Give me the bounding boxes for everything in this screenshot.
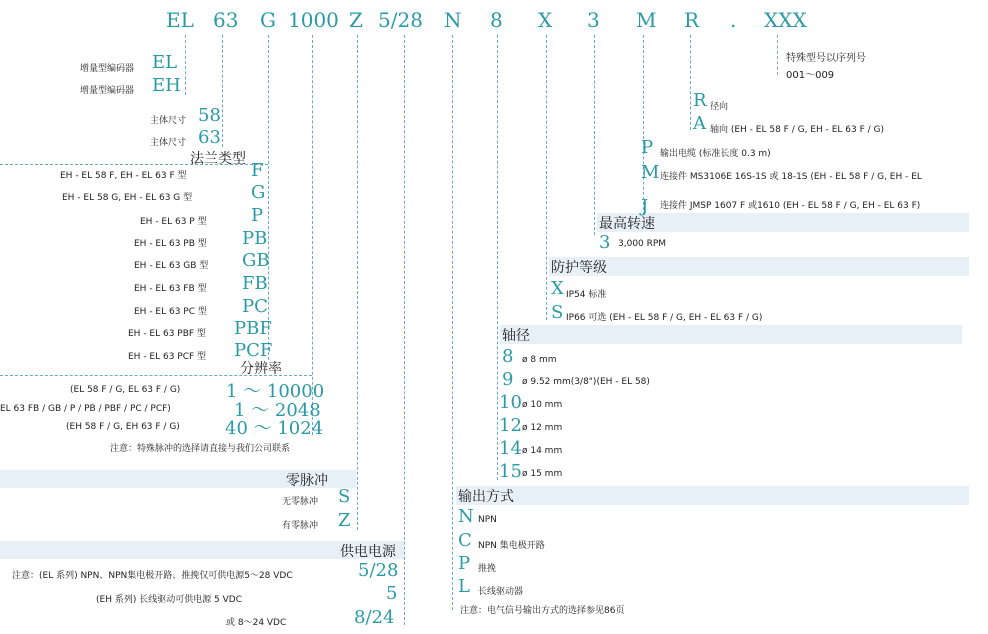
shaft-label-15: ø 15 mm	[522, 469, 563, 479]
resolution-label-2: EL 63 FB / GB / P / PB / PBF / PC / PCF)	[0, 404, 171, 414]
header-code-speed: 3	[587, 8, 600, 32]
resolution-code-1: 1 ～ 10000	[226, 381, 325, 402]
zero-code-z: Z	[338, 510, 351, 531]
size-label-58: 主体尺寸	[150, 116, 187, 126]
zero-title: 零脉冲	[286, 473, 328, 489]
shaft-label-8: ø 8 mm	[522, 355, 557, 365]
direction-code-r: R	[693, 90, 707, 111]
line-speed	[594, 35, 595, 235]
header-code-connection: M	[636, 8, 657, 32]
header-code-output: N	[444, 8, 462, 32]
shaft-label-14: ø 14 mm	[522, 446, 563, 456]
power-code-2: 5	[386, 583, 398, 604]
header-code-shaft: 8	[490, 8, 503, 32]
connection-code-p: P	[641, 137, 654, 158]
line-size	[222, 35, 223, 147]
speed-label-3: 3,000 RPM	[618, 239, 667, 249]
protection-code-x: X	[551, 278, 564, 299]
direction-label-r: 径向	[710, 102, 729, 112]
protection-label-s: IP66 可选 (EH - EL 58 F / G, EH - EL 63 F / G)	[566, 313, 763, 323]
flange-label-pbf: EH - EL 63 PBF 型	[128, 329, 206, 339]
power-title: 供电电源	[340, 544, 396, 560]
shaft-label-9: ø 9.52 mm(3/8")(EH - EL 58)	[522, 377, 650, 387]
power-label-3: 或 8～24 VDC	[226, 618, 287, 628]
size-code-63: 63	[198, 127, 221, 148]
flange-code-pcf: PCF	[234, 340, 273, 361]
line-direction	[690, 35, 691, 130]
flange-label-g: EH - EL 58 G, EH - EL 63 G 型	[62, 193, 193, 203]
line-connection	[643, 35, 644, 215]
flange-code-pb: PB	[242, 228, 268, 249]
direction-label-a: 轴向 (EH - EL 58 F / G, EH - EL 63 F / G)	[710, 125, 885, 135]
connection-label-p: 输出电缆 (标准长度 0.3 m)	[660, 149, 771, 159]
header-code-flange: G	[260, 8, 276, 32]
shaft-label-10: ø 10 mm	[522, 400, 563, 410]
line-shaft	[497, 35, 498, 480]
band-output	[456, 486, 969, 505]
output-label-l: 长线驱动器	[478, 587, 524, 597]
line-output	[452, 35, 453, 610]
header-code-type: EL	[166, 8, 194, 32]
shaft-code-15: 15	[499, 461, 522, 482]
resolution-label-3: (EH 58 F / G, EH 63 F / G)	[66, 422, 180, 432]
connection-label-m: 连接件 MS3106E 16S-1S 或 18-1S (EH - EL 58 F / G, EH - EL	[660, 172, 922, 182]
type-label-eh: 增量型编码器	[80, 86, 135, 96]
band-protection	[549, 257, 969, 276]
flange-code-f: F	[251, 160, 264, 181]
header-code-zero: Z	[349, 8, 363, 32]
shaft-label-12: ø 12 mm	[522, 423, 563, 433]
flange-label-f: EH - EL 58 F, EH - EL 63 F 型	[60, 171, 187, 181]
output-code-c: C	[458, 530, 472, 551]
flange-label-pc: EH - EL 63 PC 型	[134, 307, 207, 317]
zero-label-z: 有零脉冲	[282, 521, 319, 531]
output-code-p: P	[458, 553, 471, 574]
speed-code-3: 3	[599, 232, 611, 253]
type-label-el: 增量型编码器	[80, 64, 135, 74]
zero-label-s: 无零脉冲	[282, 497, 319, 507]
size-label-63: 主体尺寸	[150, 138, 187, 148]
flange-code-pbf: PBF	[234, 318, 272, 339]
output-label-c: NPN 集电极开路	[478, 541, 545, 551]
line-special	[777, 35, 778, 75]
shaft-code-9: 9	[502, 369, 514, 390]
shaft-code-12: 12	[499, 415, 522, 436]
line-type	[185, 35, 186, 95]
shaft-code-8: 8	[502, 346, 514, 367]
flange-code-fb: FB	[242, 273, 268, 294]
flange-title: 法兰类型	[190, 151, 246, 167]
flange-code-p: P	[251, 205, 264, 226]
resolution-note: 注意：特殊脉冲的选择请直接与我们公司联系	[110, 444, 291, 454]
resolution-label-1: (EL 58 F / G, EL 63 F / G)	[70, 385, 181, 395]
connection-code-m: M	[641, 162, 660, 183]
flange-label-gb: EH - EL 63 GB 型	[134, 261, 209, 271]
flange-label-p: EH - EL 63 P 型	[140, 217, 207, 227]
size-code-58: 58	[198, 105, 221, 126]
resolution-title: 分辨率	[240, 361, 282, 377]
header-code-dot: .	[730, 8, 737, 32]
band-shaft	[500, 325, 962, 344]
protection-code-s: S	[551, 302, 564, 323]
line-zero	[357, 35, 358, 530]
shaft-title: 轴径	[502, 328, 530, 344]
output-label-n: NPN	[478, 515, 497, 525]
power-code-3: 8/24	[354, 607, 395, 628]
connection-label-j: 连接件 JMSP 1607 F 或1610 (EH - EL 58 F / G, EH - EL 63 F)	[660, 201, 921, 211]
line-flange	[268, 35, 269, 360]
output-code-n: N	[458, 506, 474, 527]
resolution-code-3: 40 ～ 1024	[225, 418, 324, 439]
special-title: 特殊型号以序列号	[786, 53, 866, 64]
output-code-l: L	[458, 576, 470, 597]
power-label-1: 注意：(EL 系列) NPN、NPN集电极开路、推挽仅可供电源5～28 VDC	[12, 571, 293, 581]
power-label-2: (EH 系列) 长线驱动可供电源 5 VDC	[96, 595, 243, 605]
line-power	[404, 35, 405, 625]
output-title: 输出方式	[458, 489, 514, 505]
flange-code-pc: PC	[242, 296, 268, 317]
header-code-power: 5/28	[378, 8, 423, 32]
flange-code-gb: GB	[242, 250, 270, 271]
special-range: 001～009	[786, 70, 835, 81]
protection-label-x: IP54 标准	[566, 290, 607, 300]
flange-code-g: G	[251, 182, 266, 203]
header-code-protection: X	[538, 8, 553, 32]
protection-title: 防护等级	[551, 260, 607, 276]
type-code-eh: EH	[152, 75, 181, 96]
header-code-resolution: 1000	[288, 8, 339, 32]
type-code-el: EL	[152, 52, 178, 73]
flange-label-pcf: EH - EL 63 PCF 型	[128, 352, 207, 362]
speed-title: 最高转速	[599, 216, 655, 232]
header-code-direction: R	[684, 8, 700, 32]
zero-code-s: S	[338, 486, 351, 507]
line-protection	[546, 35, 547, 320]
header-code-size: 63	[213, 8, 239, 32]
header-code-special: XXX	[764, 8, 807, 32]
direction-code-a: A	[693, 113, 706, 134]
shaft-code-10: 10	[499, 392, 522, 413]
connection-code-j: J	[641, 196, 649, 217]
output-note: 注意：电气信号输出方式的选择参见86页	[460, 606, 625, 616]
flange-label-fb: EH - EL 63 FB 型	[134, 284, 207, 294]
line-resolution	[312, 35, 313, 435]
power-code-1: 5/28	[358, 560, 399, 581]
output-label-p: 推挽	[478, 564, 497, 574]
resolution-code-2: 1 ～ 2048	[234, 400, 321, 421]
flange-label-pb: EH - EL 63 PB 型	[134, 239, 207, 249]
shaft-code-14: 14	[499, 438, 522, 459]
